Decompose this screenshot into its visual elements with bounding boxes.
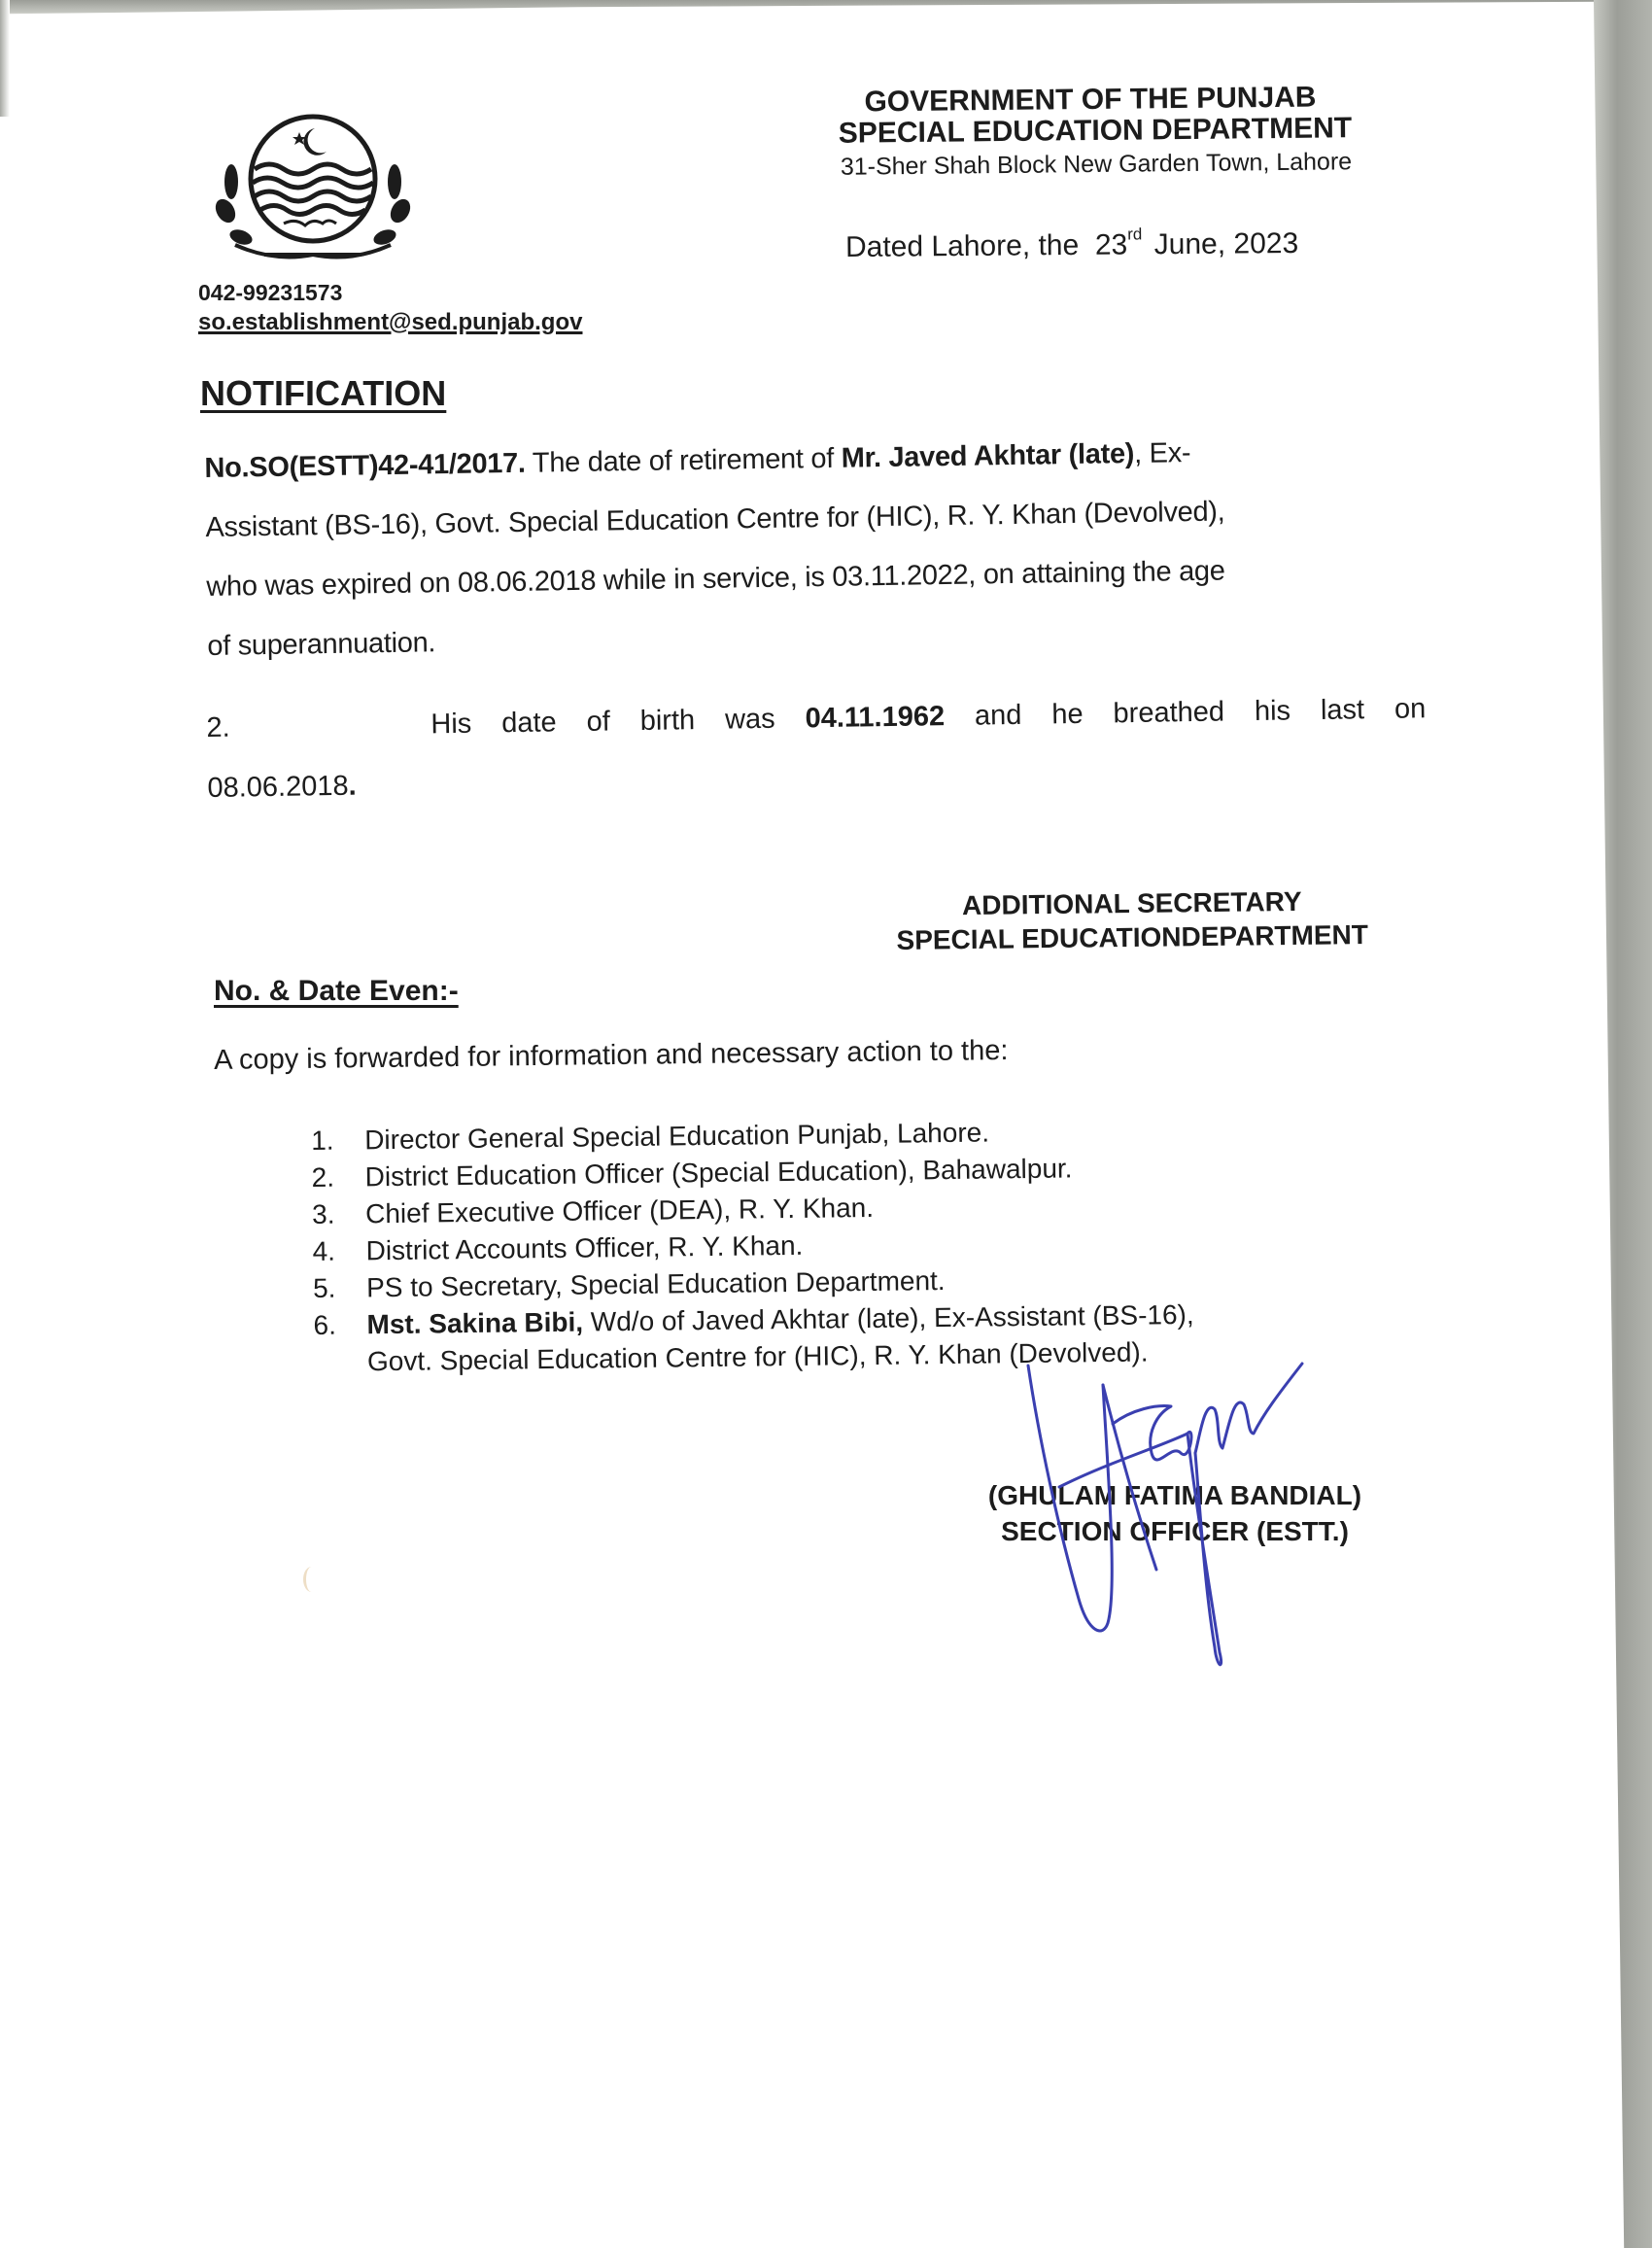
recipient-text: Wd/o of Javed Akhtar (late), Ex-Assistant (BS-16), xyxy=(582,1298,1194,1337)
recipient-text: Chief Executive Officer (DEA), R. Y. Khan. xyxy=(364,1192,875,1229)
para2-word: he xyxy=(1051,698,1084,731)
reference-number: No.SO(ESTT)42-41/2017. xyxy=(204,447,526,484)
signatory-name: (GHULAM FATIMA BANDIAL) xyxy=(987,1480,1362,1510)
authority-title: ADDITIONAL SECRETARY xyxy=(961,885,1302,921)
paper-mark xyxy=(303,1567,320,1592)
header-department: SPECIAL EDUCATION DEPARTMENT xyxy=(838,112,1353,150)
recipient-number: 2. xyxy=(311,1161,335,1193)
recipient-name-bold: Mst. Sakina Bibi, xyxy=(366,1306,584,1340)
para2-number: 2. xyxy=(206,711,230,744)
notification-paragraph-1 xyxy=(204,420,1428,676)
signatory-designation: SECTION OFFICER (ESTT.) xyxy=(1001,1516,1349,1546)
scan-edge-left xyxy=(0,0,10,117)
authority-department: SPECIAL EDUCATIONDEPARTMENT xyxy=(896,919,1369,955)
recipient-number: 4. xyxy=(312,1235,336,1266)
para2-word: last xyxy=(1320,694,1365,726)
dated-rest: June, 2023 xyxy=(1153,226,1299,261)
para2-word: birth xyxy=(639,705,696,737)
recipient-text: PS to Secretary, Special Education Department. xyxy=(365,1265,946,1303)
contact-email[interactable]: so.establishment@sed.punjab.gov xyxy=(198,309,583,335)
handwritten-signature xyxy=(1011,1356,1322,1686)
para1-line-2-text: Assistant (BS-16), Govt. Special Education Centre for (HIC), R. Y. Khan (Devolved), xyxy=(205,496,1225,543)
dated-prefix: Dated Lahore, the xyxy=(844,228,1080,264)
para2-period: . xyxy=(348,770,357,802)
authority-block xyxy=(831,882,1434,958)
recipient-number: 3. xyxy=(311,1198,335,1229)
wheat-left-icon xyxy=(212,164,255,248)
para2-word: date xyxy=(500,707,557,740)
para2-word: and xyxy=(974,699,1022,732)
ribbon-icon xyxy=(235,245,391,257)
punjab-emblem-logo xyxy=(206,109,420,274)
notification-paragraph-2 xyxy=(206,678,1428,818)
header-government: GOVERNMENT OF THE PUNJAB xyxy=(864,81,1317,119)
dated-suffix: rd xyxy=(1127,225,1143,244)
wheat-right-icon xyxy=(371,164,414,248)
para2-word: was xyxy=(724,703,775,736)
para1-line-4-text: of superannuation. xyxy=(207,627,436,662)
copy-heading: No. & Date Even:- xyxy=(214,975,459,1007)
para1-text-a: The date of retirement of xyxy=(532,442,835,479)
recipient-text: District Accounts Officer, R. Y. Khan. xyxy=(365,1229,804,1266)
para2-word: of xyxy=(586,706,611,738)
para2-word: His xyxy=(430,708,472,741)
para2-word: on xyxy=(1394,693,1427,725)
copy-intro: A copy is forwarded for information and necessary action to the: xyxy=(214,1035,1009,1076)
date-of-birth: 04.11.1962 xyxy=(805,701,946,735)
para1-line-3-text: who was expired on 08.06.2018 while in service, is 03.11.2022, on attaining the age xyxy=(206,555,1225,603)
contact-phone: 042-99231573 xyxy=(198,280,343,305)
crescent-icon xyxy=(303,128,327,156)
notification-title: NOTIFICATION xyxy=(200,373,447,413)
dated-day: 23 xyxy=(1094,228,1128,261)
recipient-text: Govt. Special Education Centre for (HIC), R. Y. Khan (Devolved). xyxy=(366,1336,1149,1377)
para2-word: his xyxy=(1254,695,1291,728)
scan-edge-top xyxy=(0,0,1652,17)
recipient-number: 6. xyxy=(313,1309,337,1340)
urdu-script-mark xyxy=(284,221,336,225)
rivers-icon xyxy=(253,164,373,215)
deceased-name: Mr. Javed Akhtar (late) xyxy=(841,437,1135,474)
dated-line xyxy=(845,224,1298,264)
recipient-text: Director General Special Education Punjab, Lahore. xyxy=(364,1117,990,1156)
header-address: 31-Sher Shah Block New Garden Town, Lahore xyxy=(840,148,1353,181)
scan-edge-right xyxy=(1594,0,1652,2248)
recipient-number: 1. xyxy=(311,1124,334,1156)
recipient-list xyxy=(311,1112,1194,1381)
date-of-death: 08.06.2018 xyxy=(207,770,349,804)
recipient-number: 5. xyxy=(312,1272,336,1303)
para2-word: breathed xyxy=(1113,696,1225,730)
recipient-text: District Education Officer (Special Education), Bahawalpur. xyxy=(364,1153,1073,1193)
para1-text-b: , Ex- xyxy=(1133,437,1191,469)
